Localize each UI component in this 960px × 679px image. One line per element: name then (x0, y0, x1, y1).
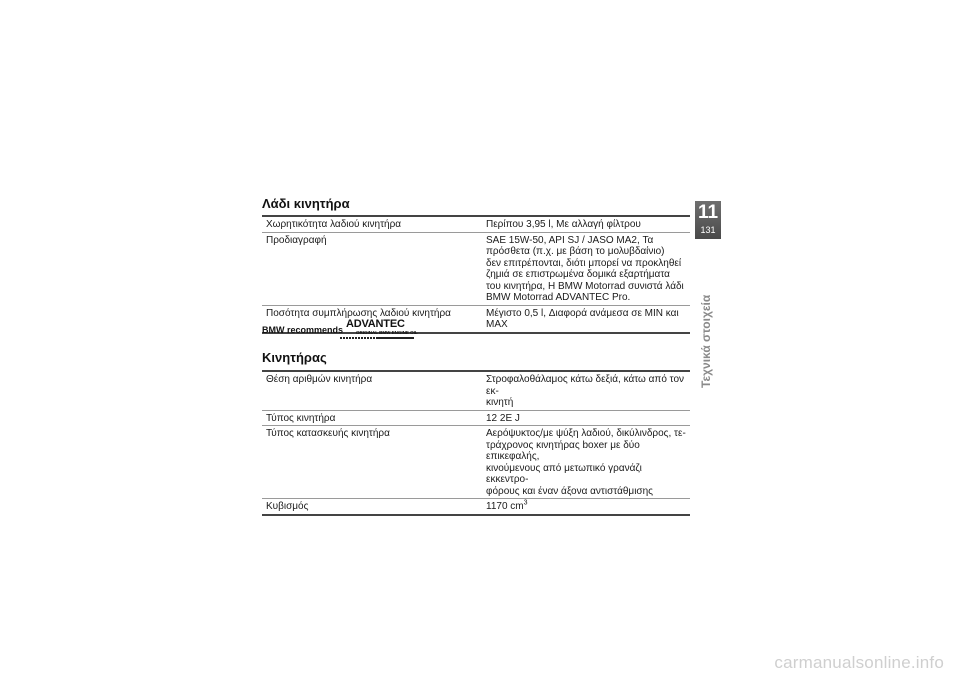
chapter-tab (695, 201, 721, 239)
section-title-engine-oil: Λάδι κινητήρα (262, 196, 350, 211)
row-value: 12 2E J (486, 412, 520, 424)
row-label: Ποσότητα συμπλήρωσης λαδιού κινητήρα (266, 307, 451, 319)
row-label: Χωρητικότητα λαδιού κινητήρα (266, 219, 402, 230)
logo-bar-decoration (376, 337, 414, 339)
row-label: Τύπος κατασκευής κινητήρα (266, 428, 390, 439)
advantec-logo (340, 318, 418, 340)
row-label: Τύπος κινητήρα (266, 412, 336, 424)
logo-stripe-decoration (340, 337, 376, 339)
row-value: Αερόψυκτος/με ψύξη λαδιού, δικύλινδρος, τε- τράχρονος κινητήρας boxer με δύο επικεφαλής, κινούμενους από μετωπικό γρανάζι εκκεντρο- φόρους και έναν άξονα αντιστάθμισης (486, 428, 686, 497)
table-row (262, 216, 690, 232)
row-label: Κυβισμός (266, 501, 309, 512)
table-row (262, 426, 690, 499)
chapter-side-label-text: Τεχνικά στοιχεία (699, 294, 713, 388)
row-value: Περίπου 3,95 l, Με αλλαγή φίλτρου (486, 219, 641, 230)
chapter-side-label (699, 248, 713, 388)
page-number: 131 (700, 225, 716, 235)
row-value: SAE 15W-50, API SJ / JASO MA2, Τα πρόσθετα (π.χ. με βάση το μολυβδαίνιο) δεν επιτρέπονται, διότι μπορεί να προκληθεί ζημιά σε επιστρωμένα δομικά εξαρτήματα του κινητήρα, Η BMW Motorrad συνιστά λάδι BMW Motorrad ADVANTEC Pro. (486, 234, 684, 303)
bmw-recommends-label: BMW recommends (262, 325, 344, 335)
row-value: Στροφαλοθάλαμος κάτω δεξιά, κάτω από τον εκ- κινητή (486, 374, 685, 408)
row-label: Θέση αριθμών κινητήρα (266, 374, 373, 385)
table-row (262, 371, 690, 410)
section-title-engine: Κινητήρας (262, 350, 327, 365)
row-label: Προδιαγραφή (266, 234, 327, 246)
engine-oil-table (262, 215, 690, 334)
table-row (262, 410, 690, 426)
row-value: Μέγιστο 0,5 l, Διαφορά ανάμεσα σε MIN και MAX (486, 307, 679, 330)
row-value (482, 499, 690, 515)
table-row (262, 499, 690, 515)
watermark: carmanualsonline.info (774, 653, 944, 672)
chapter-number: 11 (697, 202, 719, 223)
advantec-subtitle: ORIGINAL BMW ENGINE OIL (356, 330, 418, 335)
advantec-brand: ADVANTEC (346, 318, 405, 330)
displacement-unit-exponent: 3 (523, 499, 528, 507)
table-row (262, 232, 690, 305)
engine-table (262, 370, 690, 516)
displacement-value: 1170 cm (486, 501, 524, 512)
